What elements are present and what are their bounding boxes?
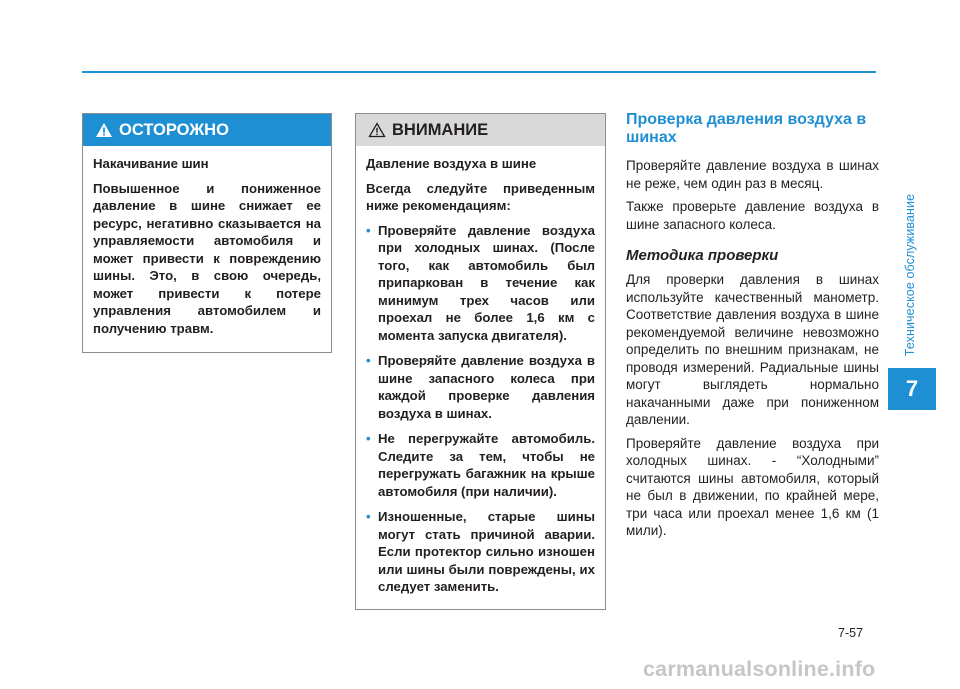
bullet-icon: • bbox=[366, 222, 371, 238]
caution-triangle-icon bbox=[368, 122, 386, 138]
section-tab-title bbox=[897, 193, 923, 357]
page-number: 7-57 bbox=[838, 626, 864, 640]
caution-header bbox=[356, 114, 605, 146]
warning-header-label: ОСТОРОЖНО bbox=[119, 120, 229, 139]
caution-header-label: ВНИМАНИЕ bbox=[392, 120, 489, 139]
warning-body bbox=[83, 146, 331, 337]
paragraph: Также проверьте давление воздуха в шине запасного колеса. bbox=[626, 199, 879, 232]
caution-list bbox=[366, 222, 595, 596]
warning-triangle-icon bbox=[95, 122, 113, 138]
subheading: Методика проверки bbox=[626, 247, 779, 264]
main-text-column bbox=[626, 111, 879, 546]
bullet-icon: • bbox=[366, 509, 371, 524]
top-divider bbox=[82, 71, 876, 73]
warning-subtitle: Накачивание шин bbox=[93, 156, 209, 171]
caution-body bbox=[356, 146, 605, 596]
caution-subtitle: Давление воздуха в шине bbox=[366, 156, 537, 171]
list-item: • Проверяйте давление воздуха при холодных шинах. (После того, как автомобиль был припаркован в течение как минимум трех часов или проехал не более 1,6 км с момента запуска двигателя). bbox=[366, 222, 595, 343]
section-heading: Проверка давления воздуха в шинах bbox=[626, 111, 867, 146]
watermark: carmanualsonline.info bbox=[643, 657, 876, 681]
caution-box bbox=[355, 113, 606, 610]
paragraph: Для проверки давления в шинах используйте качественный манометр. Соответствие давления воздуха в шине рекомендуемой величине невозможно определить по внешним признакам, не проводя измерений. Радиальные шины могут выглядеть нормально накачанными даже при пониженном давлении. bbox=[626, 272, 879, 427]
caution-lead: Всегда следуйте приведенным ниже рекомендациям: bbox=[366, 180, 595, 213]
paragraph: Проверяйте давление воздуха при холодных шинах. - “Холодными” считаются шины автомобиля, который не был в движении, по крайней мере, три часа или проехал менее 1,6 км (1 мили). bbox=[626, 435, 879, 538]
list-item: • Изношенные, старые шины могут стать причиной аварии. Если протектор сильно изношен или шины были повреждены, их следует заменить. bbox=[366, 509, 595, 594]
chapter-number-badge: 7 bbox=[888, 368, 936, 410]
list-item: • Не перегружайте автомобиль. Следите за тем, чтобы не перегружать багажник на крыше автомобиля (при наличии). bbox=[366, 431, 595, 499]
section-title-text: Техническое обслуживание bbox=[903, 193, 918, 357]
warning-box bbox=[82, 113, 332, 353]
bullet-icon: • bbox=[366, 431, 371, 446]
warning-text: Повышенное и пониженное давление в шине снижает ее ресурс, негативно сказывается на управляемости автомобиля и может привести к повреждению шины. Это, в свою очередь, может привести к потере управления автомобилем и получению травм. bbox=[93, 180, 321, 336]
paragraph: Проверяйте давление воздуха в шинах не реже, чем один раз в месяц. bbox=[626, 158, 879, 191]
bullet-icon: • bbox=[366, 353, 371, 368]
warning-header bbox=[83, 114, 331, 146]
list-item: • Проверяйте давление воздуха в шине запасного колеса при каждой проверке давления воздуха в шинах. bbox=[366, 353, 595, 421]
